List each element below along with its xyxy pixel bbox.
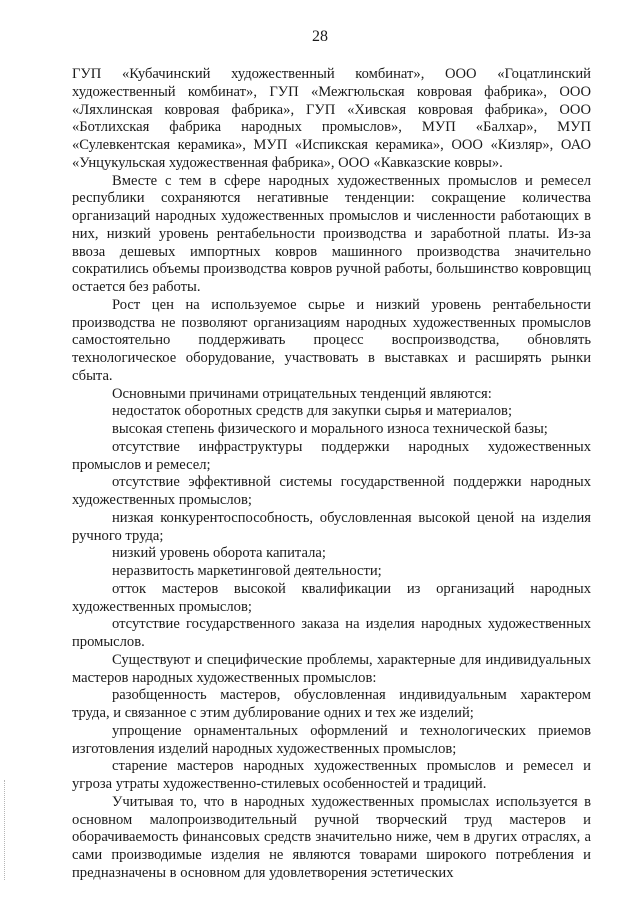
paragraph: ГУП «Кубачинский художественный комбинат», ООО «Гоцатлинский художественный комбинат», ГУП «Межгюльская ковровая фабрика», ООО «Ляхлинская ковровая фабрика», ГУП «Хивская ковровая фабрика», ООО «Ботлихская фабрика народных промыслов», МУП «Балхар», МУП «Сулевкентская керамика», МУП «Испикская керамика», ООО «Кизляр», ОАО «Унцукульская художественная фабрика», ООО «Кавказские ковры». <box>72 66 591 171</box>
paragraph: упрощение орнаментальных оформлений и технологических приемов изготовления изделий народных художественных промыслов; <box>72 722 591 757</box>
paragraph: отток мастеров высокой квалификации из организаций народных художественных промыслов; <box>72 580 591 615</box>
paragraph: неразвитость маркетинговой деятельности; <box>112 563 382 579</box>
paragraph: Рост цен на используемое сырье и низкий уровень рентабельности производства не позволяют организациям народных художественных промыслов самостоятельно поддерживать процесс воспроизводства, обновлять технологическое оборудование, участвовать в выставках и расширять рынки сбыта. <box>72 296 591 384</box>
body-text <box>72 66 591 883</box>
page-number: 28 <box>312 28 328 45</box>
paragraph: Основными причинами отрицательных тенденций являются: <box>112 385 492 402</box>
paragraph: недостаток оборотных средств для закупки сырья и материалов; <box>112 403 513 420</box>
paragraph: низкая конкурентоспособность, обусловленная высокой ценой на изделия ручного труда; <box>72 509 591 544</box>
paragraph: отсутствие эффективной системы государственной поддержки народных художественных промыслов; <box>72 474 591 508</box>
paragraph: отсутствие инфраструктуры поддержки народных художественных промыслов и ремесел; <box>72 438 591 473</box>
scan-margin-marks <box>4 780 9 880</box>
paragraph: отсутствие государственного заказа на изделия народных художественных промыслов. <box>72 616 591 650</box>
paragraph: низкий уровень оборота капитала; <box>112 545 326 562</box>
paragraph: высокая степень физического и морального износа технической базы; <box>112 421 548 437</box>
paragraph: старение мастеров народных художественных промыслов и ремесел и угроза утраты художественно-стилевых особенностей и традиций. <box>72 758 591 792</box>
paragraph: Вместе с тем в сфере народных художественных промыслов и ремесел республики сохраняются негативные тенденции: сокращение количества организаций народных художественных промыслов и численности работающих в них, низкий уровень рентабельности производства и заработной платы. Из-за ввоза дешевых импортных ковров машинного производства значительно сократились объемы производства ковров ручной работы, большинство ковровщиц остается без работы. <box>72 172 591 295</box>
paragraph: разобщенность мастеров, обусловленная индивидуальным характером труда, и связанное с этим дублирование одних и тех же изделий; <box>72 687 591 721</box>
paragraph: Существуют и специфические проблемы, характерные для индивидуальных мастеров народных художественных промыслов: <box>72 651 591 686</box>
paragraph: Учитывая то, что в народных художественных промыслах используется в основном малопроизводительный ручной творческий труд мастеров и оборачиваемость финансовых средств значительно ниже, чем в других отраслях, а сами производимые изделия не являются товарами широкого потребления и предназначены в основном для удовлетворения эстетических <box>72 793 591 881</box>
